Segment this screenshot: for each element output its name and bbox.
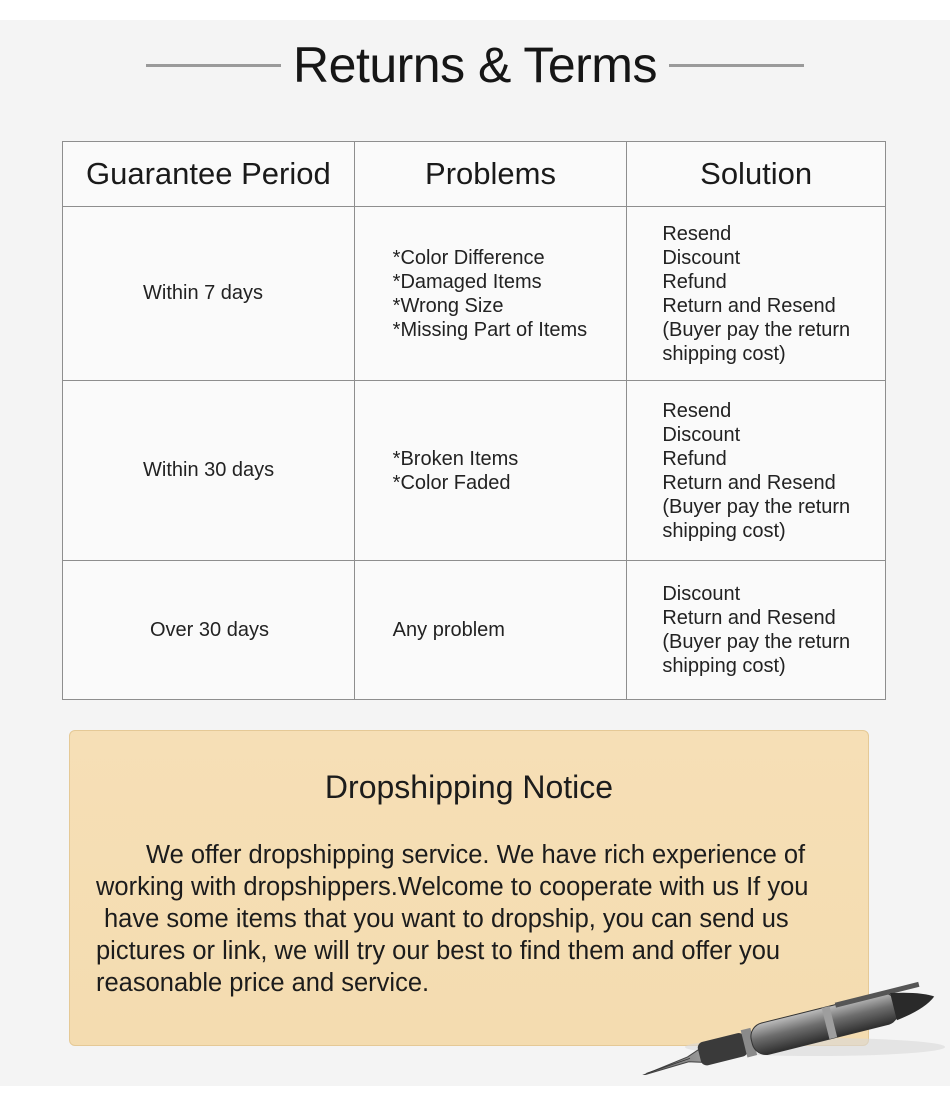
title-rule-right xyxy=(669,64,804,67)
period-label: Within 7 days xyxy=(143,282,264,304)
solution-cell xyxy=(627,207,886,381)
solution-item: Return and Resend xyxy=(662,471,836,494)
solution-item: Resend xyxy=(662,222,732,245)
fountain-pen-icon xyxy=(625,975,950,1075)
page-title: Returns & Terms xyxy=(293,37,657,93)
page-header xyxy=(0,30,950,100)
title-rule-left xyxy=(146,64,281,67)
period-cell xyxy=(63,207,355,381)
solution-item: Refund xyxy=(662,270,727,293)
problems-cell xyxy=(354,381,627,561)
notice-line: We offer dropshipping service. We have rich experience of xyxy=(146,841,806,869)
solution-item: Return and Resend xyxy=(662,607,836,629)
table-row xyxy=(63,381,886,561)
period-label: Over 30 days xyxy=(150,618,269,641)
notice-line: have some items that you want to dropship, you can send us xyxy=(104,905,789,933)
notice-line: working with dropshippers.Welcome to cooperate with us If you xyxy=(96,873,809,901)
returns-table xyxy=(62,141,886,700)
problem-item: *Broken Items xyxy=(392,447,519,470)
problems-cell xyxy=(354,561,627,700)
problem-item: *Missing Part of Items xyxy=(392,318,588,341)
column-header-solution: Solution xyxy=(627,142,886,207)
period-label: Within 30 days xyxy=(143,459,275,481)
table-row xyxy=(63,207,886,381)
problem-item: *Wrong Size xyxy=(392,294,504,317)
solution-cell xyxy=(627,561,886,700)
solution-item: Discount xyxy=(662,583,741,605)
problems-cell xyxy=(354,207,627,381)
problem-item: *Damaged Items xyxy=(392,270,542,293)
period-cell xyxy=(63,561,355,700)
period-cell xyxy=(63,381,355,561)
solution-item: shipping cost) xyxy=(662,342,786,365)
problem-item: *Color Faded xyxy=(392,471,511,494)
solution-item: Resend xyxy=(662,399,732,422)
solution-cell xyxy=(627,381,886,561)
column-header-guarantee-period: Guarantee Period xyxy=(63,142,355,207)
notice-title: Dropshipping Notice xyxy=(324,769,614,805)
solution-item: Return and Resend xyxy=(662,294,836,317)
problem-item: *Color Difference xyxy=(392,246,545,269)
solution-item: shipping cost) xyxy=(662,519,786,542)
notice-line: pictures or link, we will try our best to find them and offer you xyxy=(96,937,781,965)
solution-item: Discount xyxy=(662,423,741,446)
table-header-row xyxy=(63,142,886,207)
solution-item: shipping cost) xyxy=(662,655,786,677)
solution-item: Refund xyxy=(662,447,727,470)
table-row xyxy=(63,561,886,700)
solution-item: (Buyer pay the return xyxy=(662,318,851,341)
solution-item: (Buyer pay the return xyxy=(662,631,851,653)
notice-line: reasonable price and service. xyxy=(96,969,430,997)
solution-item: (Buyer pay the return xyxy=(662,495,851,518)
problem-item: Any problem xyxy=(392,619,505,641)
column-header-problems: Problems xyxy=(354,142,627,207)
solution-item: Discount xyxy=(662,246,741,269)
